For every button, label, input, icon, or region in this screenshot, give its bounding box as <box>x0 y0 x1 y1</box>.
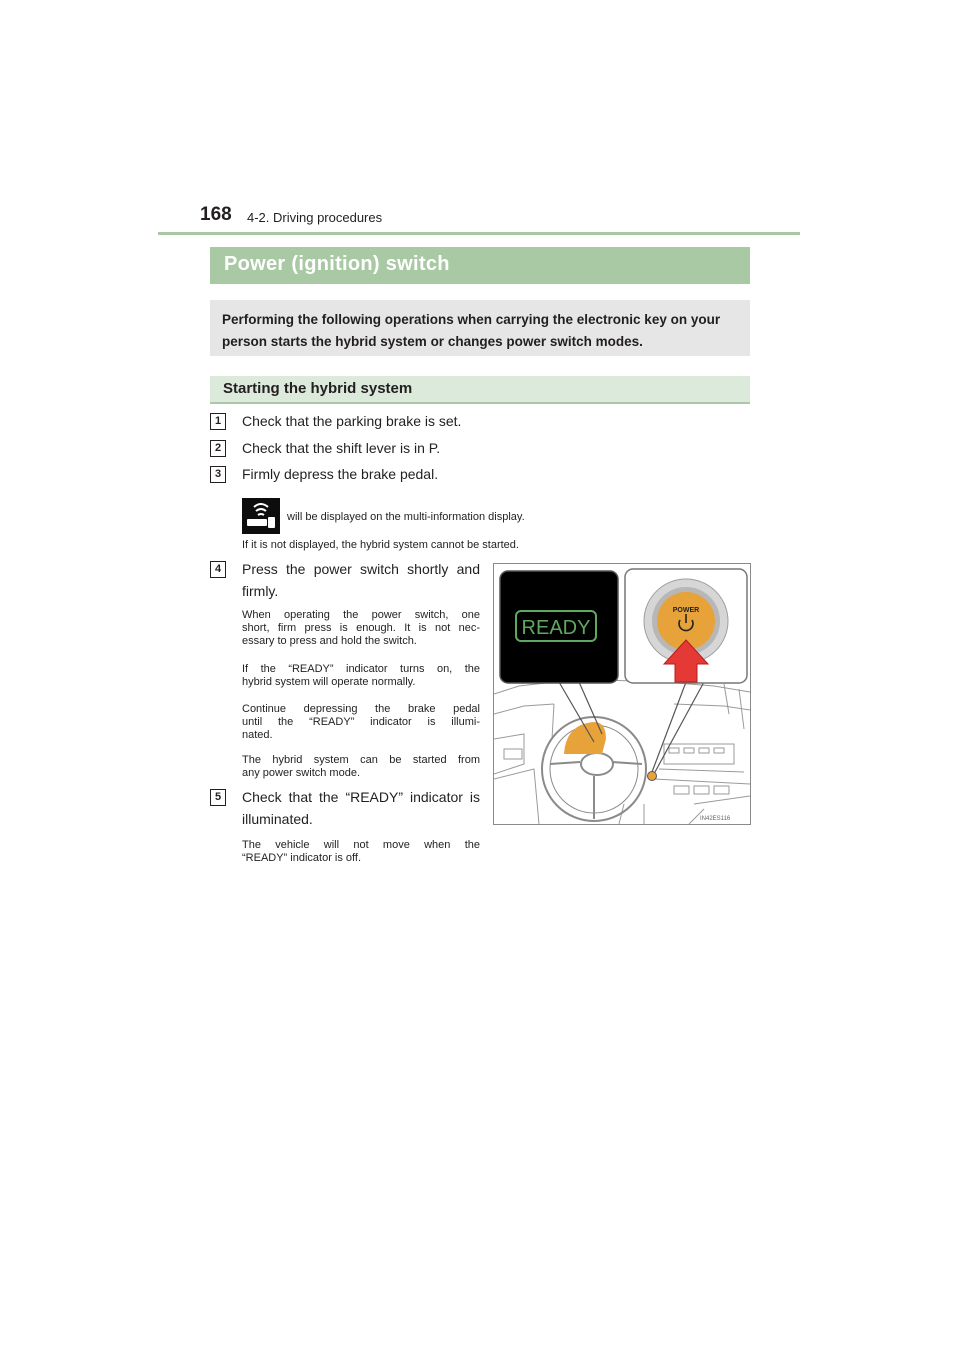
step-number-2: 2 <box>210 440 226 457</box>
step-text-3: Firmly depress the brake pedal. <box>242 466 439 482</box>
step-text-1: Check that the parking brake is set. <box>242 413 462 429</box>
smart-key-indicator-icon <box>242 498 280 534</box>
step-text-4-line1: Press the power switch shortly and <box>242 561 480 577</box>
step4-note-2: If the “READY” indicator turns on, the hybrid system will operate normally. <box>242 663 480 688</box>
power-button-label: POWER <box>672 607 700 614</box>
step-text-4-line2: firmly. <box>242 583 279 599</box>
page-title: Power (ignition) switch <box>224 253 450 275</box>
ready-indicator-label: READY <box>521 617 591 639</box>
intro-text: Performing the following operations when carrying the electronic key on your person starts the hybrid system or changes power switch modes. <box>222 312 721 349</box>
subsection-bar <box>210 376 750 404</box>
dashboard-drawing <box>494 564 750 824</box>
page-title-bar <box>210 247 750 284</box>
step-number-4: 4 <box>210 561 226 578</box>
step-number-1: 1 <box>210 413 226 430</box>
step4-note-3: Continue depressing the brake pedal until the “READY” indicator is illumi- nated. <box>242 703 480 741</box>
dashboard-illustration <box>493 563 751 825</box>
step5-note: The vehicle will not move when the “READY” indicator is off. <box>242 839 480 864</box>
intro-box <box>210 300 750 356</box>
step-number-5: 5 <box>210 789 226 806</box>
step3-note-1: will be displayed on the multi-information display. <box>287 511 525 523</box>
section-title: 4-2. Driving procedures <box>247 210 383 225</box>
step3-note-2: If it is not displayed, the hybrid system cannot be started. <box>242 539 519 551</box>
step4-note-4: The hybrid system can be started from any power switch mode. <box>242 754 480 779</box>
step-number-3: 3 <box>210 466 226 483</box>
step-text-5-line2: illuminated. <box>242 811 313 827</box>
step-text-5-line1: Check that the “READY” indicator is <box>242 789 480 805</box>
step4-note-1: When operating the power switch, one short, firm press is enough. It is not nec- essary to press and hold the switch. <box>242 609 480 647</box>
header-divider <box>158 232 800 235</box>
step-text-2: Check that the shift lever is in P. <box>242 440 441 456</box>
page-number: 168 <box>200 204 232 225</box>
subsection-title: Starting the hybrid system <box>223 380 413 397</box>
illustration-code: IN42ES116 <box>700 816 731 822</box>
